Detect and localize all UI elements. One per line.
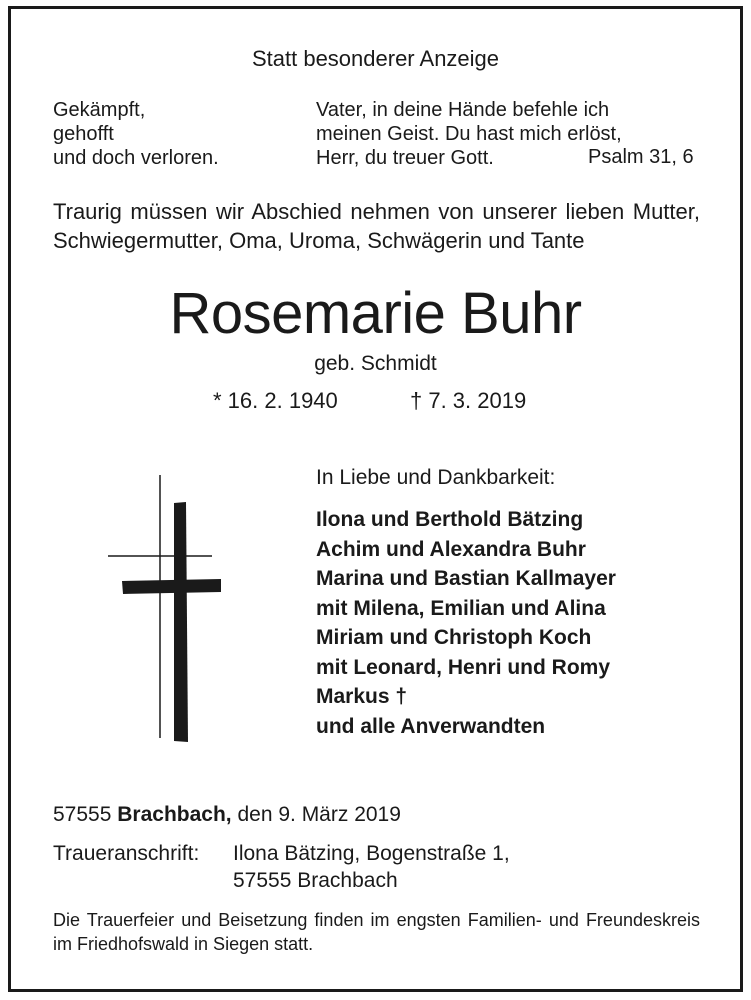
funeral-note: Die Trauerfeier und Beisetzung finden im engsten Familien- und Freundeskreis im Friedhofswald in Siegen statt. [53, 910, 700, 954]
thanks-line: In Liebe und Dankbarkeit: [316, 466, 556, 489]
verse-right-line: meinen Geist. Du hast mich erlöst, [316, 123, 622, 145]
postcode: 57555 [53, 803, 112, 826]
mourning-address [53, 840, 510, 894]
verse-right [316, 98, 622, 170]
mourner-line: mit Milena, Emilian und Alina [316, 596, 606, 620]
mourner-line: mit Leonard, Henri und Romy [316, 655, 611, 679]
verse-right-line: Vater, in deine Hände befehle ich [316, 99, 610, 121]
intro-text: Traurig müssen wir Abschied nehmen von unserer lieben Mutter, Schwiegermutter, Oma, Uroma, Schwägerin und Tante [53, 199, 700, 253]
mourner-line: Achim und Alexandra Buhr [316, 537, 586, 561]
mourner-line: Markus † [316, 685, 408, 708]
address-label: Traueranschrift: [53, 842, 200, 865]
birth-date: * 16. 2. 1940 [213, 388, 338, 413]
address-line1: Ilona Bätzing, Bogenstraße 1, [233, 842, 510, 865]
mourner-line: Miriam und Christoph Koch [316, 626, 592, 649]
place-date [53, 803, 401, 827]
town: Brachbach, [117, 803, 232, 826]
notice-date: den 9. März 2019 [237, 803, 401, 826]
deceased-name: Rosemarie Buhr [169, 281, 582, 346]
maiden-name: geb. Schmidt [314, 352, 437, 375]
death-date: † 7. 3. 2019 [410, 388, 527, 413]
verse-left [53, 98, 219, 170]
verse-reference: Psalm 31, 6 [588, 146, 694, 168]
mourner-line: Marina und Bastian Kallmayer [316, 567, 616, 590]
verse-right-line: Herr, du treuer Gott. [316, 147, 494, 169]
verse-left-line: und doch verloren. [53, 147, 219, 169]
address-line2: 57555 Brachbach [233, 869, 398, 892]
mourner-line: und alle Anverwandten [316, 714, 546, 738]
cross-icon [100, 470, 230, 750]
mourners-list [316, 505, 616, 741]
notice-header: Statt besonderer Anzeige [251, 46, 500, 71]
verse-left-line: Gekämpft, [53, 99, 146, 121]
mourner-line: Ilona und Berthold Bätzing [316, 508, 584, 531]
verse-left-line: gehofft [53, 123, 114, 145]
